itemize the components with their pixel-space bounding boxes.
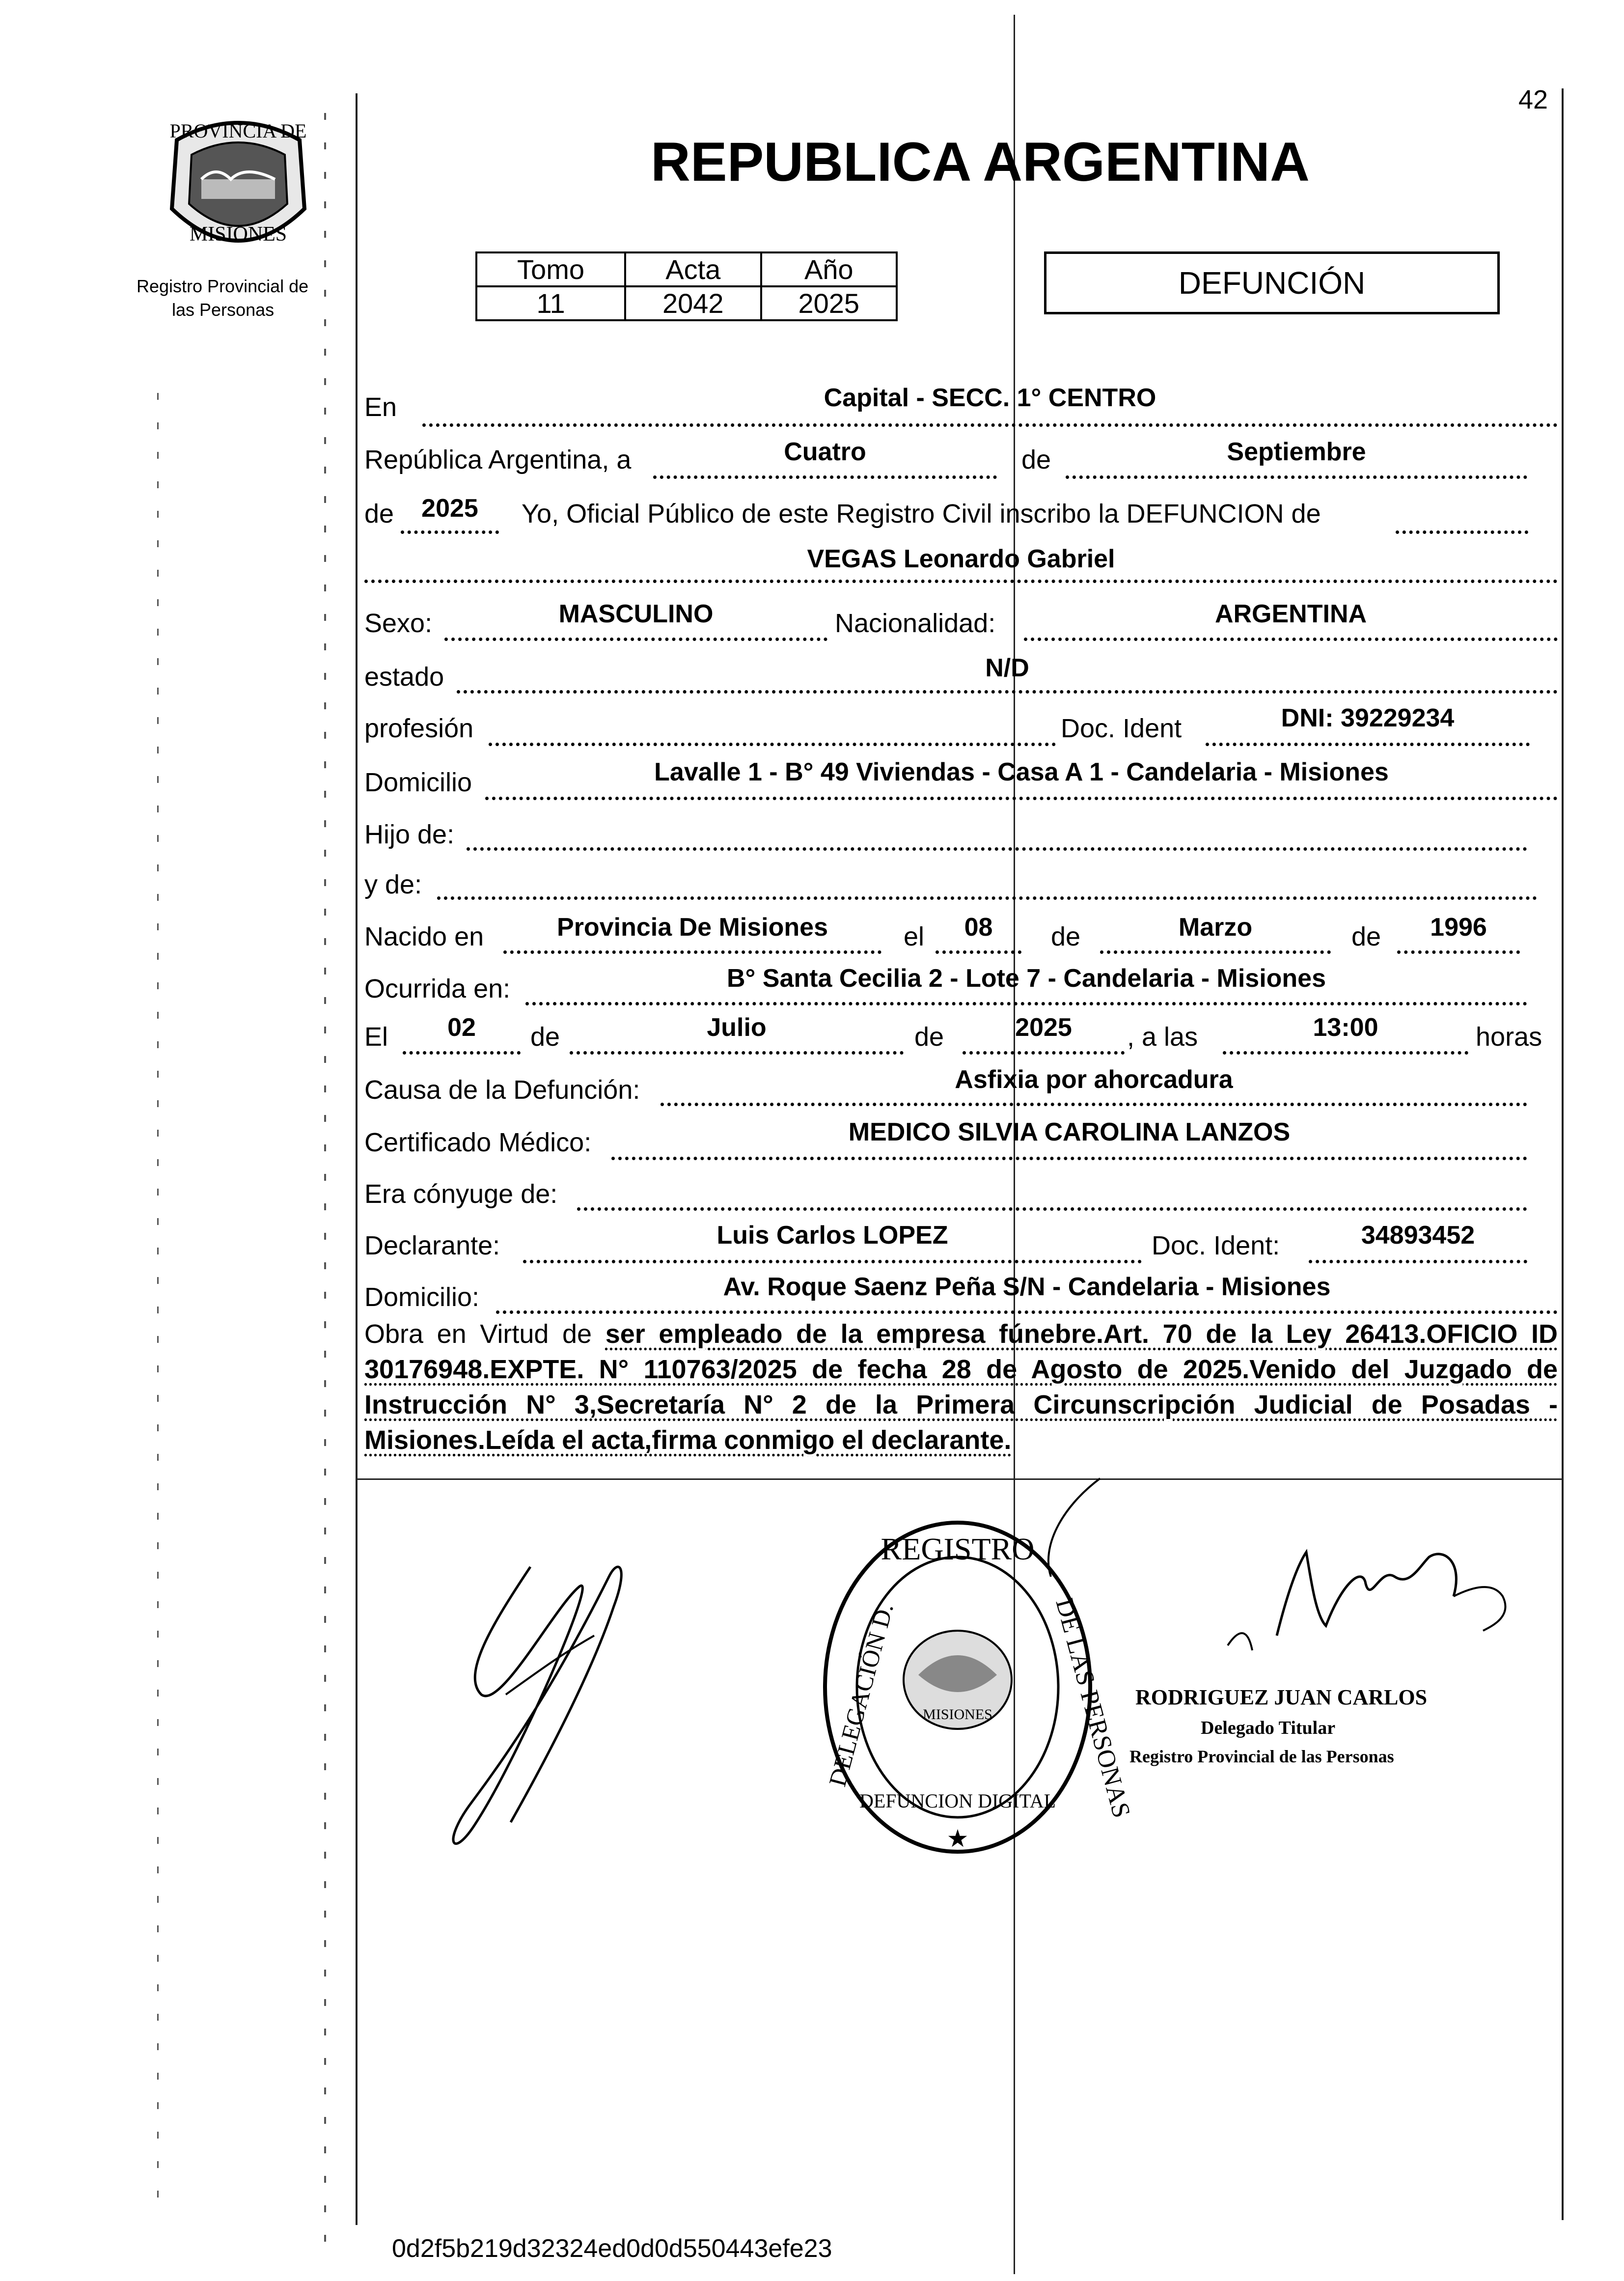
sexo-value: MASCULINO bbox=[558, 600, 714, 628]
obra-value: ser empleado de la empresa fúnebre.Art. 70 de la Ley 26413.OFICIO ID 30176948.EXPTE. N° 110763/2025 de fecha 28 de Agosto de 2025.Venido del Juzgado de Instrucción N° 3,Secretaría N° 2 de la Primera Circunscripción Judicial de Posadas - Misiones.Leída el acta,firma conmigo el declarante. bbox=[364, 1319, 1558, 1455]
ocurrida-value: B° Santa Cecilia 2 - Lote 7 - Candelaria - Misiones bbox=[726, 964, 1326, 993]
certificado-dots bbox=[611, 1157, 1527, 1160]
record-table-value-row bbox=[476, 286, 897, 320]
yde-label: y de: bbox=[364, 870, 422, 899]
birth-year: 1996 bbox=[1430, 913, 1487, 942]
causa-value: Asfixia por ahorcadura bbox=[955, 1065, 1233, 1094]
registry-name-line1: Registro Provincial de bbox=[137, 276, 309, 296]
domicilio-dots bbox=[485, 797, 1558, 800]
domicilio2-dots bbox=[496, 1310, 1558, 1314]
profesion-dots bbox=[489, 743, 1056, 746]
declarante-dots bbox=[523, 1260, 1142, 1263]
page-number: 42 bbox=[1518, 85, 1548, 114]
svg-text:DE LAS PERSONAS: DE LAS PERSONAS bbox=[1050, 1595, 1136, 1821]
causa-dots bbox=[661, 1103, 1527, 1106]
footer-hash: 0d2f5b219d32324ed0d0d550443efe23 bbox=[392, 2234, 832, 2263]
conyuge-label: Era cónyuge de: bbox=[364, 1179, 558, 1209]
official-org: Registro Provincial de las Personas bbox=[1129, 1747, 1394, 1766]
anio-value: 2025 bbox=[761, 286, 897, 320]
de-label: de bbox=[1021, 445, 1051, 474]
tomo-value: 11 bbox=[476, 286, 625, 320]
death-day-dots bbox=[403, 1051, 521, 1055]
conyuge-dots bbox=[577, 1207, 1527, 1211]
declarante-label: Declarante: bbox=[364, 1231, 500, 1260]
deceased-name: VEGAS Leonardo Gabriel bbox=[807, 545, 1115, 573]
en-value: Capital - SECC. 1° CENTRO bbox=[824, 384, 1156, 412]
svg-text:DEFUNCION DIGITAL: DEFUNCION DIGITAL bbox=[859, 1790, 1056, 1812]
causa-label: Causa de la Defunción: bbox=[364, 1075, 640, 1105]
death-month-dots bbox=[570, 1051, 904, 1055]
doc-ident2-dots bbox=[1309, 1260, 1527, 1263]
birth-day: 08 bbox=[964, 913, 993, 942]
margin-dash-line-2 bbox=[157, 393, 159, 2210]
svg-text:DELEGACIÓN D.: DELEGACIÓN D. bbox=[823, 1600, 899, 1789]
sexo-dots bbox=[444, 638, 827, 641]
birth-month: Marzo bbox=[1178, 913, 1253, 942]
record-table-header: Año bbox=[761, 252, 897, 286]
right-border-line bbox=[1562, 88, 1564, 2220]
inscribo-dots bbox=[1396, 530, 1528, 534]
svg-text:★: ★ bbox=[946, 1825, 969, 1852]
domicilio2-value: Av. Roque Saenz Peña S/N - Candelaria - Misiones bbox=[723, 1273, 1331, 1301]
nacionalidad-value: ARGENTINA bbox=[1214, 600, 1367, 628]
horas-label: horas bbox=[1476, 1022, 1542, 1052]
estado-dots bbox=[457, 690, 1558, 694]
month-dots bbox=[1066, 475, 1527, 479]
acta-value: 2042 bbox=[625, 286, 761, 320]
republica-label: República Argentina, a bbox=[364, 445, 632, 474]
domicilio-value: Lavalle 1 - B° 49 Viviendas - Casa A 1 - Candelaria - Misiones bbox=[654, 758, 1389, 786]
svg-text:PROVINCIA DE: PROVINCIA DE bbox=[169, 120, 307, 142]
nacido-label: Nacido en bbox=[364, 922, 484, 951]
certificado-value: MEDICO SILVIA CAROLINA LANZOS bbox=[848, 1118, 1291, 1146]
province-seal-logo bbox=[157, 111, 319, 263]
doc-type-box bbox=[1044, 251, 1500, 314]
ocurrida-label: Ocurrida en: bbox=[364, 974, 511, 1003]
doc-ident-value: DNI: 39229234 bbox=[1281, 704, 1455, 732]
alas-label: , a las bbox=[1127, 1022, 1198, 1052]
en-dots bbox=[422, 423, 1558, 427]
de3-label: de bbox=[1351, 922, 1381, 951]
record-table-header: Tomo bbox=[476, 252, 625, 286]
official-name: RODRIGUEZ JUAN CARLOS bbox=[1135, 1685, 1428, 1709]
registry-name-line2: las Personas bbox=[172, 300, 275, 320]
de2-label: de bbox=[1051, 922, 1081, 951]
death-year: 2025 bbox=[1015, 1013, 1072, 1042]
death-time: 13:00 bbox=[1313, 1013, 1378, 1042]
doc-ident2-value: 34893452 bbox=[1361, 1221, 1475, 1250]
en-label: En bbox=[364, 392, 397, 422]
year-dots bbox=[401, 530, 499, 534]
page-title: REPUBLICA ARGENTINA bbox=[651, 131, 1310, 193]
name-dots bbox=[364, 580, 1558, 583]
year-prefix-label: de bbox=[364, 499, 394, 529]
margin-dash-line bbox=[324, 113, 326, 2250]
de4-label: de bbox=[530, 1022, 560, 1052]
record-table-header-row bbox=[476, 252, 897, 286]
declarante-value: Luis Carlos LOPEZ bbox=[716, 1221, 948, 1250]
nacido-value: Provincia De Misiones bbox=[557, 913, 828, 942]
death-time-dots bbox=[1223, 1051, 1468, 1055]
el-label: el bbox=[904, 922, 925, 951]
birth-day-dots bbox=[936, 950, 1021, 954]
certificado-label: Certificado Médico: bbox=[364, 1128, 592, 1157]
domicilio-label: Domicilio bbox=[364, 768, 472, 797]
day-dots bbox=[653, 475, 997, 479]
sexo-label: Sexo: bbox=[364, 609, 433, 638]
month-value: Septiembre bbox=[1227, 438, 1366, 466]
hijo-label: Hijo de: bbox=[364, 820, 455, 849]
profesion-label: profesión bbox=[364, 714, 474, 743]
official-title: Delegado Titular bbox=[1201, 1718, 1336, 1738]
record-table bbox=[475, 251, 898, 321]
obra-paragraph bbox=[364, 1316, 1558, 1458]
doc-ident-dots bbox=[1206, 743, 1530, 746]
estado-value: N/D bbox=[985, 654, 1029, 682]
nacido-dots bbox=[503, 950, 881, 954]
record-table-header: Acta bbox=[625, 252, 761, 286]
inscribo-text: Yo, Oficial Público de este Registro Civil inscribo la DEFUNCION de bbox=[522, 499, 1321, 529]
estado-label: estado bbox=[364, 662, 444, 692]
de5-label: de bbox=[914, 1022, 944, 1052]
svg-text:MISIONES: MISIONES bbox=[189, 223, 287, 246]
death-day: 02 bbox=[447, 1013, 476, 1042]
doc-type-label: DEFUNCIÓN bbox=[1178, 265, 1366, 301]
year-value: 2025 bbox=[421, 494, 478, 523]
day-value: Cuatro bbox=[784, 438, 866, 466]
death-year-dots bbox=[963, 1051, 1125, 1055]
el2-label: El bbox=[364, 1022, 388, 1052]
hijo-dots bbox=[467, 847, 1527, 851]
doc-ident-label: Doc. Ident bbox=[1061, 714, 1182, 743]
yde-dots bbox=[437, 896, 1537, 900]
ocurrida-dots bbox=[525, 1002, 1527, 1005]
death-month: Julio bbox=[707, 1013, 767, 1042]
birth-month-dots bbox=[1100, 950, 1331, 954]
svg-text:REGISTRO: REGISTRO bbox=[881, 1531, 1035, 1566]
domicilio2-label: Domicilio: bbox=[364, 1282, 480, 1312]
declarant-signature bbox=[432, 1547, 688, 1866]
birth-year-dots bbox=[1397, 950, 1520, 954]
doc-ident2-label: Doc. Ident: bbox=[1152, 1231, 1280, 1260]
nacionalidad-dots bbox=[1024, 638, 1558, 641]
svg-text:MISIONES: MISIONES bbox=[923, 1706, 992, 1723]
obra-label: Obra en Virtud de bbox=[364, 1319, 592, 1349]
left-border-line bbox=[356, 93, 358, 2225]
nacionalidad-label: Nacionalidad: bbox=[835, 609, 996, 638]
official-signature bbox=[1021, 1469, 1542, 1675]
